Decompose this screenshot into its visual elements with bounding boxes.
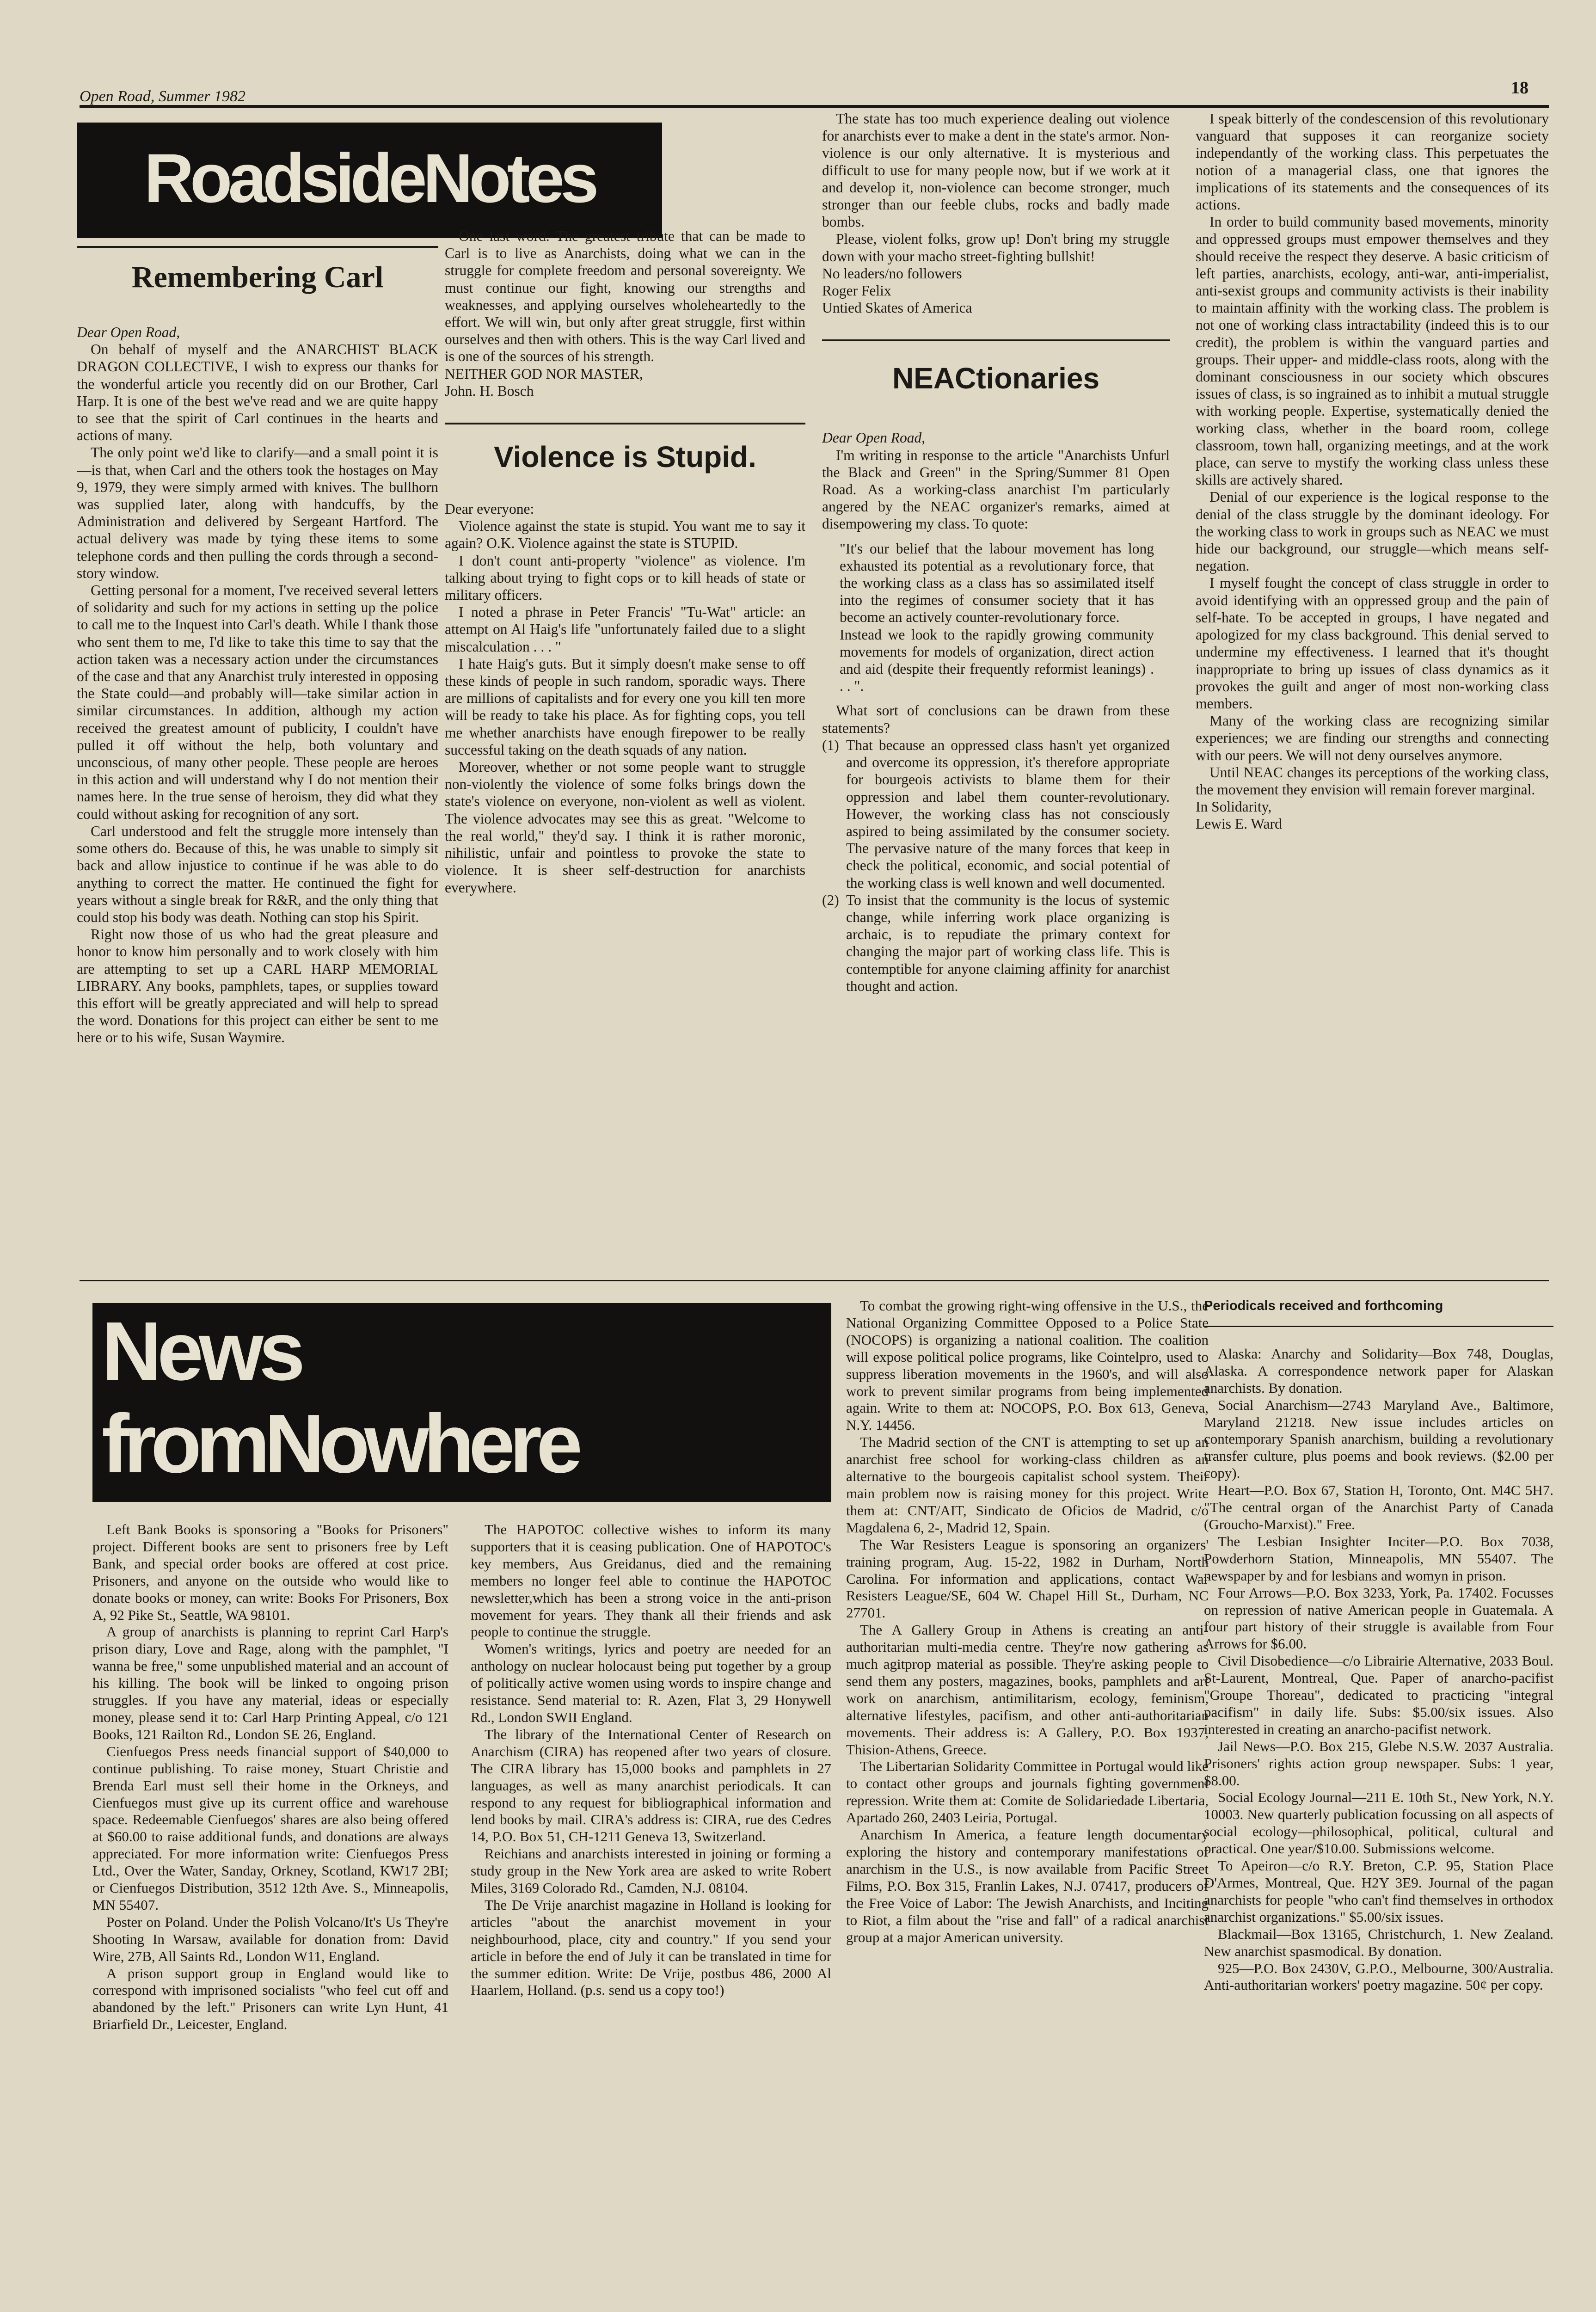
carl-paragraph: On behalf of myself and the ANARCHIST BLACK DRAGON COLLECTIVE, I wish to express our thanks for the wonderful article you recently did on our Brother, Carl Harp. It is one of the best we've read and we are quite happy to see that the spirit of Carl continues in the hearts and actions of many. [77,341,438,444]
neac-paragraph: Many of the working class are recognizing similar experiences; we are finding our strengths and connecting with our peers. We will not deny ourselves anymore. [1196,713,1549,763]
violence-paragraph: Please, violent folks, grow up! Don't bring my struggle down with your macho street-fighting bullshit! [822,231,1170,264]
neac-sign-off: In Solidarity, [1196,799,1272,815]
news-item: Reichians and anarchists interested in joining or forming a study group in the New York area are asked to write Robert Miles, 3169 Colorado Rd., Camden, N.J. 08104. [471,1845,831,1896]
list-text: That because an oppressed class hasn't yet organized and overcome its oppression, it's therefore appropriate for bourgeois activists to blame them for their oppression and label them counter-revolutionary. However, the working class has not consciously aspired to being assimilated by the consumer society. The pervasive nature of the many forces that keep in check the political, economic, and social potential of the working class is well known and well documented. [846,737,1170,891]
roadside-notes-title: RoadsideNotes [144,139,595,217]
header-rule [80,105,1549,108]
periodical-item: Jail News—P.O. Box 215, Glebe N.S.W. 2037 Australia. Prisoners' rights action group newspaper. Subs: 1 year, $8.00. [1204,1738,1553,1789]
news-item: Women's writings, lyrics and poetry are needed for an anthology on nuclear holocaust being put together by a group of politically active women using words to inspire change and resistance. Send material to: R. Azen, Flat 3, 29 Honywell Rd., London SWII England. [471,1641,831,1725]
periodical-item: To Apeiron—c/o R.Y. Breton, C.P. 95, Station Place D'Armes, Montreal, Que. H2Y 3E9. Journal of the pagan anarchists for people "who can't find themselves in orthodox anarchist organizations." $5.00/six issues. [1204,1857,1553,1925]
violence-continued [822,110,1170,1275]
periodicals-title: Periodicals received and forthcoming [1204,1298,1443,1313]
neac-greeting: Dear Open Road, [822,430,926,446]
news-banner-line-2: fromNowhere [102,1397,577,1490]
section-rule [445,423,805,424]
neac-signature: Lewis E. Ward [1196,816,1282,832]
neac-quote: Instead we look to the rapidly growing community movements for models of organization, direct action and aid (despite their frequently reformist leanings) . . . ". [840,626,1154,695]
periodical-item: Alaska: Anarchy and Solidarity—Box 748, Douglas, Alaska. A correspondence network paper for Alaskan anarchists. By donation. [1204,1345,1553,1396]
periodicals-column [1204,1297,1553,2111]
neac-paragraph: I myself fought the concept of class struggle in order to avoid identifying with an oppressed group and the pain of self-hate. To be accepted in groups, I have negated and apologized for my class background. This denial served to undermine my effectiveness. I learned that it's thought inappropriate to bring up issues of class dynamics as it provokes the guilt and anger of most non-working class members. [1196,575,1549,712]
neac-list-item [822,892,1170,995]
list-text: To insist that the community is the locus of systemic change, while inferring work place organizing is archaic, is to repudiate the primary context for changing the major part of working class life. This is contemptible for anyone claiming affinity for anarchist thought and action. [846,892,1170,994]
news-item: The A Gallery Group in Athens is creating an anti-authoritarian multi-media centre. They're now gathering as much agitprop material as possible. They're asking people to send them any posters, magazines, books, pamphlets and art work on anarchism, antimilitarism, ecology, feminism, alternative lifestyles, pacifism, and other anti-authoritarian movements. Their address is: A Gallery, P.O. Box 1937, Thision-Athens, Greece. [846,1622,1209,1758]
page-number: 18 [1511,78,1528,98]
list-number: (2) [822,892,839,908]
news-item: A group of anarchists is planning to reprint Carl Harp's prison diary, Love and Rage, along with the pamphlet, "I wanna be free," some unpublished material and an account of his killing. The book will be linked to ongoing prison struggles. If you have any material, ideas or especially money, please send it to: Carl Harp Printing Appeal, c/o 121 Books, 121 Railton Rd., London SE 26, England. [92,1623,448,1742]
list-number: (1) [822,737,839,753]
neac-paragraph: What sort of conclusions can be drawn from these statements? [822,702,1170,736]
news-item: The De Vrije anarchist magazine in Holland is looking for articles "about the anarchist movement in your neighbourhood, place, city and country." If you send your article in before the end of July it can be translated in time for the summer edition. Write: De Vrije, postbus 486, 2000 Al Haarlem, Holland. (p.s. send us a copy too!) [471,1896,831,1998]
carl-motto: NEITHER GOD NOR MASTER, [445,365,643,382]
neac-list-item [822,737,1170,892]
news-item: Cienfuegos Press needs financial support of $40,000 to continue publishing. To raise money, Stuart Christie and Brenda Earl must sell their home in the Orkneys, and Cienfuegos must give up its current office and warehouse space. Redeemable Cienfuegos' shares are also being offered at $60.00 to raise additional funds, and donations are always appreciated. For more information write: Cienfuegos Press Ltd., Over the Water, Sanday, Orkney, Scotland, KW17 2BI; or Cienfuegos Distribution, 3512 12th Ave. S., Minneapolis, MN 55407. [92,1743,448,1913]
violence-sign-off: No leaders/no followers [822,265,962,282]
violence-location: Untied Skates of America [822,300,972,316]
violence-paragraph: Violence against the state is stupid. You want me to say it again? O.K. Violence against the state is STUPID. [445,518,805,552]
neac-paragraph: I'm writing in response to the article "Anarchists Unfurl the Black and Green" in the Spring/Summer 81 Open Road. As a working-class anarchist I'm particularly angered by the NEAC organizer's remarks, aimed at disempowering my class. To quote: [822,447,1170,532]
section-divider [80,1280,1549,1281]
news-item: The Madrid section of the CNT is attempting to set up an anarchist free school for working-class children as an alternative to the bourgeois capitalist school system. Their main problem now is raising money for this project. Write them at: CNT/AIT, Sindicato de Oficios de Madrid, c/o Magdalena 6, 2-, Madrid 12, Spain. [846,1434,1209,1536]
violence-paragraph: I hate Haig's guts. But it simply doesn't make sense to off these kinds of people in such random, sporadic ways. There are millions of capitalists and for every one you kill ten more will be ready to take his place. As for fighting cops, you tell me whether anarchists have enough firepower to be really successful taking on the death squads of any nation. [445,655,805,758]
periodical-item: Four Arrows—P.O. Box 3233, York, Pa. 17402. Focusses on repression of native American people in Guatemala. A four part history of their struggle is available from Four Arrows for $6.00. [1204,1584,1553,1652]
news-item: Poster on Poland. Under the Polish Volcano/It's Us They're Shooting In Warsaw, available for donation from: David Wire, 27B, All Saints Rd., London W11, England. [92,1913,448,1964]
news-item: The War Resisters League is sponsoring an organizers' training program, Aug. 15-22, 1982 in Durham, North Carolina. For information and applications, contact War Resisters League/SE, 604 W. Chapel Hill St., Durham, NC 27701. [846,1536,1209,1621]
periodical-item: Civil Disobedience—c/o Librairie Alternative, 2033 Boul. St-Laurent, Montreal, Que. Paper of anarcho-pacifist "Groupe Thoreau", dedicated to practicing "integral pacifism" in daily life. Subs: $5.00/six issues. Also interested in creating an anarcho-pacifist network. [1204,1653,1553,1737]
section-rule [77,246,438,248]
neac-paragraph: Until NEAC changes its perceptions of the working class, the movement they envision will remain forever marginal. [1196,764,1549,798]
violence-paragraph: I noted a phrase in Peter Francis' "Tu-Wat" article: an attempt on Al Haig's life "unfortunately failed due to a slight miscalculation . . . " [445,604,805,655]
news-item: The HAPOTOC collective wishes to inform its many supporters that it is ceasing publication. One of HAPOTOC's key members, Aus Greidanus, died and the remaining members no longer feel able to continue the HAPOTOC newsletter,which has been a strong voice in the anti-prison movement for years. They thank all their friends and ask people to continue the struggle. [471,1521,831,1640]
violence-greeting: Dear everyone: [445,501,534,517]
news-banner-line-1: News [102,1305,301,1398]
violence-signature: Roger Felix [822,283,891,299]
news-item: A prison support group in England would like to correspond with imprisoned socialists "who feel cut off and abandoned by the left." Prisoners can write Lyn Hunt, 41 Briarfield Dr., Leicester, England. [92,1965,448,2033]
neac-paragraph: Denial of our experience is the logical response to the denial of the class struggle by the dominant ideology. For the working class to work in groups such as NEAC we must hide our background, our struggle—which means self-negation. [1196,489,1549,574]
news-item: Left Bank Books is sponsoring a "Books for Prisoners" project. Different books are sent to prisoners free by Left Bank, and special order books are offered at cost price. Prisoners, and anyone on the outside who would like to donate books or money, can write: Books For Prisoners, Box A, 92 Pike St., Seattle, WA 98101. [92,1521,448,1623]
carl-greeting: Dear Open Road, [77,324,180,340]
carl-paragraph: Right now those of us who had the great pleasure and honor to know him personally and to work closely with him are attempting to set up a CARL HARP MEMORIAL LIBRARY. Any books, pamphlets, tapes, or supplies toward this effort will be greatly appreciated and will help to spread the word. Donations for this project can either be sent to me here or to his wife, Susan Waymire. [77,926,438,1046]
news-column-2 [471,1521,831,2113]
periodical-item: The Lesbian Insighter Inciter—P.O. Box 7038, Powderhorn Station, Minneapolis, MN 55407. The newspaper by and for lesbians and womyn in prison. [1204,1533,1553,1584]
violence-headline: Violence is Stupid. [494,440,756,474]
periodical-item: Social Anarchism—2743 Maryland Ave., Baltimore, Maryland 21218. New issue includes articles on contemporary Spanish anarchism, building a revolutionary transfer culture, plus poems and book reviews. ($2.00 per copy). [1204,1396,1553,1482]
news-item: Anarchism In America, a feature length documentary exploring the history and contemporary manifestations of anarchism in the U.S., is now available from Pacific Street Films, P.O. Box 315, Franlin Lakes, N.J. 07417, producers of the Free Voice of Labor: The Jewish Anarchists, and Inciting to Riot, a film about the "rise and fall" of a radical anarchist group at a major American university. [846,1826,1209,1945]
violence-paragraph: I don't count anti-property "violence" as violence. I'm talking about trying to fight cops or to kill heads of state or military officers. [445,552,805,603]
carl-headline: Remembering Carl [131,260,384,294]
periodical-item: Heart—P.O. Box 67, Station H, Toronto, Ont. M4C 5H7. "The central organ of the Anarchist Party of Canada (Groucho-Marxist)." Free. [1204,1482,1553,1532]
neac-continued [1196,110,1549,1275]
issue-line: Open Road, Summer 1982 [80,88,246,105]
news-item: The library of the International Center of Research on Anarchism (CIRA) has reopened after two years of closure. The CIRA library has 15,000 books and pamphlets in 27 languages, as well as many anarchist periodicals. It can respond to any request for bibliographical information and lend books by mail. CIRA's address is: CIRA, rue des Cedres 14, P.O. Box 51, CH-1211 Geneva 13, Switzerland. [471,1726,831,1845]
news-item: The Libertarian Solidarity Committee in Portugal would like to contact other groups and journals fighting government repression. Write them at: Comite de Solidariedade Libertaria, Apartado 260, 2403 Leiria, Portugal. [846,1758,1209,1826]
violence-paragraph: The state has too much experience dealing out violence for anarchists ever to make a dent in the state's armor. Non-violence is our only alternative. It is mysterious and difficult to use for many people now, but if we work at it and develop it, non-violence can become stronger, much stronger than our feeble clubs, rocks and badly made bombs. [822,111,1170,230]
carl-paragraph: Carl understood and felt the struggle more intensely than some others do. Because of this, he was unable to simply sit back and allow injustice to continue if he was able to do anything to correct the matter. He continued the fight for years without a single break for R&R, and the only thing that could stop his body was death. Nothing can stop his Spirit. [77,823,438,925]
violence-paragraph: Moreover, whether or not some people want to struggle non-violently the violence of some folks brings down the state's violence on everyone, non-violent as well as violent. The violence advocates may see this as great. "Welcome to the real world," they'd say. I think it is rather moronic, nihilistic, unfair and pointless to provoke the state to violence. It is sheer self-destruction for anarchists everywhere. [445,759,805,896]
carl-paragraph: The only point we'd like to clarify—and a small point it is—is that, when Carl and the others took the hostages on May 9, 1979, they were simply armed with knives. The bullhorn was supplied later, along with handcuffs, by the Administration and delivered by Sergeant Hartford. The actual delivery was made by tying these items to some telephone cords and then pulling the cords through a second-story window. [77,444,438,581]
carl-paragraph: Getting personal for a moment, I've received several letters of solidarity and such for my actions in setting up the police to call me to the Inquest into Carl's death. While I thank those who sent them to me, I'd like to take this time to say that the action taken was a necessary action under the circumstances of the case and that any Anarchist truly interested in opposing the State could—and probably will—take similar action in similar circumstances. In addition, although my action received the greatest amount of publicity, I couldn't have pulled it off without the help, both voluntary and unconscious, of many other people. These people are heroes in this action and will understand why I do not mention their names here. In the true sense of heroism, they did what they could without asking for recognition of any sort. [77,582,438,822]
periodical-item: 925—P.O. Box 2430V, G.P.O., Melbourne, 300/Australia. Anti-authoritarian workers' poetry magazine. 50¢ per copy. [1204,1960,1553,1993]
section-rule [822,339,1170,341]
carl-continued [445,228,805,1277]
carl-paragraph: One last word. The greatest tribute that can be made to Carl is to live as Anarchists, doing what we can in the struggle for complete freedom and personal sovereignty. We must continue our fight, knowing our strengths and weaknesses, and applying ourselves wholeheartedly to the effort. We will win, but only after great struggle, first within ourselves and then with others. This is the way Carl lived and is one of the sources of his strength. [445,228,805,365]
neac-headline: NEACtionaries [892,362,1100,395]
news-column-3 [846,1297,1209,2111]
news-item: To combat the growing right-wing offensive in the U.S., the National Organizing Committee Opposed to a Police State (NOCOPS) is organizing a national coalition. The coalition will expose political police programs, like Cointelpro, used to suppress liberation movements in the 1960's, and will also work to prevent similar programs from being implemented again. Write to them at: NOCOPS, P.O. Box 613, Geneva, N.Y. 14456. [846,1297,1209,1433]
periodicals-rule [1204,1326,1553,1327]
carl-letter [77,232,438,1282]
neac-paragraph: In order to build community based movements, minority and oppressed groups must empower themselves and they should receive the respect they deserve. A basic criticism of left parties, anarchists, ecology, anti-war, anti-imperialist, anti-sexist groups and community activists is their inability to maintain affinity with the working class. The problem is not one of working class intractability (indeed this is to our credit), the problem is within the vanguard parties and groups. Their upper- and middle-class roots, along with the dominant consciousness in our society which obscures issues of class, is so ingrained as to inhibit a mutual struggle with working people. Expertise, systematically denied the working class, whether in the board room, college classroom, town hall, organizing meetings, and at the work place, can serve to mystify the working class unless these skills are actively shared. [1196,214,1549,488]
carl-signature: John. H. Bosch [445,382,534,399]
periodical-item: Social Ecology Journal—211 E. 10th St., New York, N.Y. 10003. New quarterly publication focussing on all aspects of social ecology—philosophical, political, cultural and practical. One year/$10.00. Submissions welcome. [1204,1789,1553,1857]
neac-quote: "It's our belief that the labour movement has long exhausted its potential as a revolutionary force, that the working class as a class has so assimilated itself into the regimes of consumer society that it has become an actively counter-revolutionary force. [840,540,1154,626]
neac-paragraph: I speak bitterly of the condescension of this revolutionary vanguard that supposes it can reorganize society independantly of the working class. This perpetuates the notion of a managerial class, one that ignores the implications of its statements and the consequences of its actions. [1196,111,1549,213]
periodical-item: Blackmail—Box 13165, Christchurch, 1. New Zealand. New anarchist spasmodical. By donation. [1204,1925,1553,1959]
news-column-1 [92,1521,448,2113]
